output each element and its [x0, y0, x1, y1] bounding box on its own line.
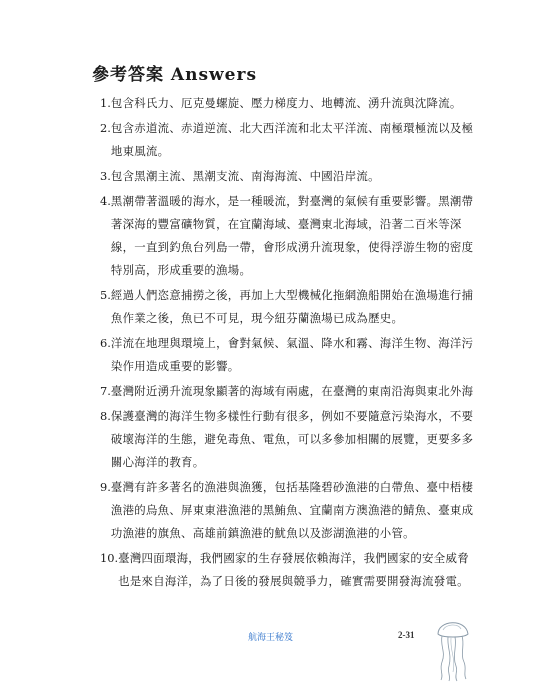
answer-number: 2. [100, 121, 111, 135]
answer-text: 包含黑潮主流、黑潮支流、南海海流、中國沿岸流。 [110, 169, 380, 183]
footer-book-title: 航海王秘笈 [248, 633, 294, 643]
answer-item [100, 405, 480, 474]
answer-text: 保護臺灣的海洋生物多樣性行動有很多，例如不要隨意污染海水，不要破壞海洋的生態，避免毒魚、電魚，可以多參加相關的展覽，更要多多關心海洋的教育。 [110, 409, 474, 469]
answer-item [100, 284, 480, 330]
answer-item [100, 332, 480, 378]
answer-text: 洋流在地理與環境上，會對氣候、氣溫、降水和霧、海洋生物、海洋污染作用造成重要的影響。 [110, 336, 474, 373]
answer-number: 5. [100, 288, 111, 302]
answer-text: 黑潮帶著溫暖的海水，是一種暖流，對臺灣的氣候有重要影響。黑潮帶著深海的豐富礦物質，在宜蘭海域、臺灣東北海域，沿著二百米等深線，一直到釣魚台列島一帶，會形成湧升流現象，使得浮游生物的密度特別高，形成重要的漁場。 [110, 194, 474, 277]
answer-text: 包含科氏力、厄克曼螺旋、壓力梯度力、地轉流、湧升流與沈降流。 [110, 96, 462, 110]
answer-list [100, 92, 480, 595]
answer-text: 臺灣四面環海，我們國家的生存發展依賴海洋，我們國家的安全威脅也是來自海洋，為了日後的發展與競爭力，確實需要開發海流發電。 [118, 551, 469, 588]
answer-item [100, 547, 480, 593]
answer-item [100, 190, 480, 282]
answer-number: 3. [100, 169, 111, 183]
jellyfish-icon [430, 612, 474, 682]
answer-item [100, 117, 480, 163]
answer-number: 9. [100, 480, 111, 494]
answer-item [100, 476, 480, 545]
answer-item [100, 380, 480, 403]
page-title: 參考答案 Answers [92, 65, 258, 85]
answer-number: 10. [100, 551, 119, 565]
answer-text: 臺灣附近湧升流現象顯著的海域有兩處，在臺灣的東南沿海與東北外海 [110, 384, 474, 398]
answer-number: 1. [100, 96, 111, 110]
answer-text: 臺灣有許多著名的漁港與漁獲，包括基隆碧砂漁港的白帶魚、臺中梧棲漁港的烏魚、屏東東港漁港的黑鮪魚、宜蘭南方澳漁港的鯖魚、臺東成功漁港的旗魚、高雄前鎮漁港的魷魚以及澎湖漁港的小管。 [110, 480, 474, 540]
answer-item [100, 92, 480, 115]
answer-number: 6. [100, 336, 111, 350]
answer-number: 7. [100, 384, 111, 398]
answer-number: 8. [100, 409, 111, 423]
answer-item [100, 165, 480, 188]
answer-text: 經過人們恣意捕撈之後，再加上大型機械化拖網漁船開始在漁場進行捕魚作業之後，魚已不可見，現今紐芬蘭漁場已成為歷史。 [110, 288, 474, 325]
page-number: 2-31 [398, 630, 415, 640]
answer-text: 包含赤道流、赤道逆流、北大西洋流和北太平洋流、南極環極流以及極地東風流。 [110, 121, 474, 158]
answer-number: 4. [100, 194, 111, 208]
